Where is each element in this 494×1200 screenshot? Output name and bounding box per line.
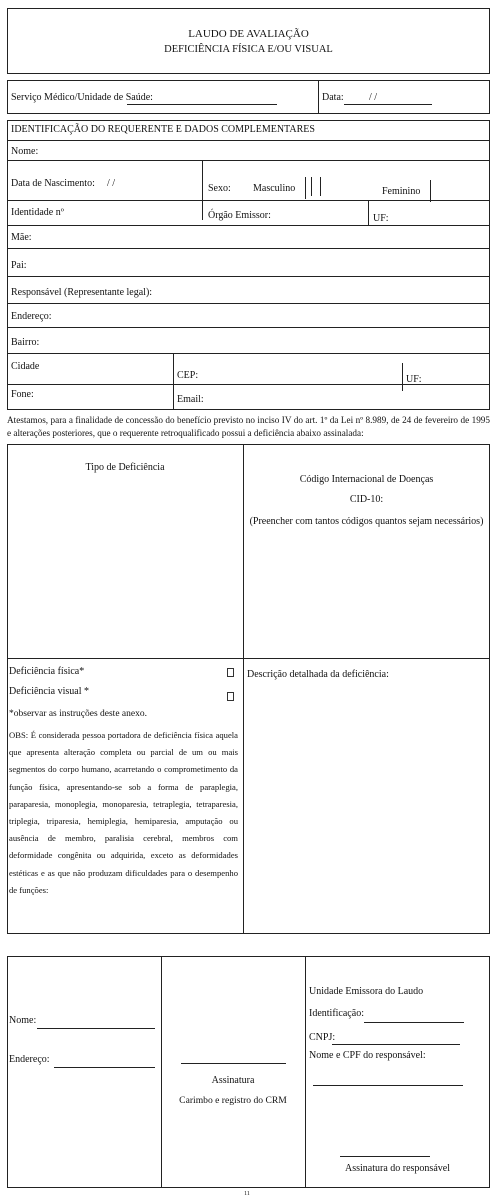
doctor-signature-line[interactable] xyxy=(181,1063,286,1064)
fone-label: Fone: xyxy=(11,389,34,400)
footer-nome-label: Nome: xyxy=(9,1015,37,1026)
tipo-header: Tipo de Deficiência xyxy=(85,462,165,473)
assinatura-label: Assinatura xyxy=(211,1075,255,1086)
footer-endereco-field[interactable] xyxy=(54,1067,155,1068)
date-label: Data: xyxy=(322,92,344,103)
form-subtitle: DEFICIÊNCIA FÍSICA E/OU VISUAL xyxy=(164,44,333,55)
pai-label: Pai: xyxy=(11,260,27,271)
service-field[interactable] xyxy=(127,104,277,105)
service-label: Serviço Médico/Unidade de Saúde: xyxy=(11,92,153,103)
footer-endereco-label: Endereço: xyxy=(9,1054,50,1065)
cep-label: CEP: xyxy=(177,370,199,381)
unidade-label: Unidade Emissora do Laudo xyxy=(309,986,424,997)
identification-box xyxy=(7,120,490,410)
cid-header-1: Código Internacional de Doenças xyxy=(299,474,434,485)
mae-label: Mãe: xyxy=(11,232,32,243)
masculino-option[interactable]: Masculino xyxy=(253,183,296,194)
nome-cpf-label: Nome e CPF do responsável: xyxy=(309,1050,426,1061)
title-box xyxy=(7,8,490,74)
def-fisica-label: Deficiência física* xyxy=(9,666,85,677)
feminino-option[interactable]: Feminino xyxy=(382,186,421,197)
attestation-text: Atestamos, para a finalidade de concessão do benefício previsto no inciso IV do art. 1º da Lei nº 8.989, de 24 de fevereiro de 1995 e alterações posteriores, que o requerente retroqualificado possui a deficiência abaixo assinalada: xyxy=(7,415,490,438)
identificacao-label: Identificação: xyxy=(309,1008,364,1019)
carimbo-label: Carimbo e registro do CRM xyxy=(179,1095,287,1106)
nascimento-label: Data de Nascimento: xyxy=(11,178,95,189)
uf-label: UF: xyxy=(373,213,389,224)
date-field[interactable] xyxy=(344,104,432,105)
date-slashes: / / xyxy=(369,92,378,103)
nome-cpf-field[interactable] xyxy=(313,1085,463,1086)
assinatura-resp-label: Assinatura do responsável xyxy=(345,1163,450,1174)
obs-text: OBS: É considerada pessoa portadora de deficiência física aquela que apresenta alteração completa ou parcial de um ou mais segmentos do corpo humano, acarretando o comprometimento da função física, apresentando-se sob a forma de paraplegia, paraparesia, monoplegia, monoparesia, tetraplegia, tetraparesia, triplegia, triparesia, hemiplegia, hemiparesia, amputação ou ausência de membro, paralisia cerebral, membros com deformidade congênita ou adquirida, exceto as deformidades estéticas e as que não produzam dificuldades para o desempenho de funções: xyxy=(9,730,238,895)
identidade-label: Identidade nº xyxy=(11,207,64,218)
cid-header-3: (Preencher com tantos códigos quantos sejam necessários) xyxy=(249,516,484,527)
descricao-label: Descrição detalhada da deficiência: xyxy=(247,669,389,680)
cidade-label: Cidade xyxy=(11,361,40,372)
email-label: Email: xyxy=(177,394,204,405)
def-visual-checkbox[interactable] xyxy=(227,692,234,701)
cnpj-label: CNPJ: xyxy=(309,1032,336,1043)
orgao-label: Órgão Emissor: xyxy=(208,210,271,221)
identificacao-field[interactable] xyxy=(364,1022,464,1023)
responsible-signature-line[interactable] xyxy=(340,1156,430,1157)
footer-nome-field[interactable] xyxy=(37,1028,155,1029)
responsavel-label: Responsável (Representante legal): xyxy=(11,287,153,298)
nome-label: Nome: xyxy=(11,146,39,157)
sexo-label: Sexo: xyxy=(208,183,231,194)
identification-title: IDENTIFICAÇÃO DO REQUERENTE E DADOS COMPLEMENTARES xyxy=(11,124,315,135)
page-mark: 11 xyxy=(244,1191,250,1197)
observar-note: *observar as instruções deste anexo. xyxy=(9,709,147,719)
uf2-label: UF: xyxy=(406,374,422,385)
form-title: LAUDO DE AVALIAÇÃO xyxy=(188,28,309,40)
nascimento-slashes: / / xyxy=(107,178,116,189)
masculino-checkbox[interactable] xyxy=(311,177,321,196)
bairro-label: Bairro: xyxy=(11,337,40,348)
def-visual-label: Deficiência visual * xyxy=(9,686,89,697)
cnpj-field[interactable] xyxy=(332,1044,460,1045)
endereco-label: Endereço: xyxy=(11,311,52,322)
cid-header-2: CID-10: xyxy=(349,494,384,505)
def-fisica-checkbox[interactable] xyxy=(227,668,234,677)
